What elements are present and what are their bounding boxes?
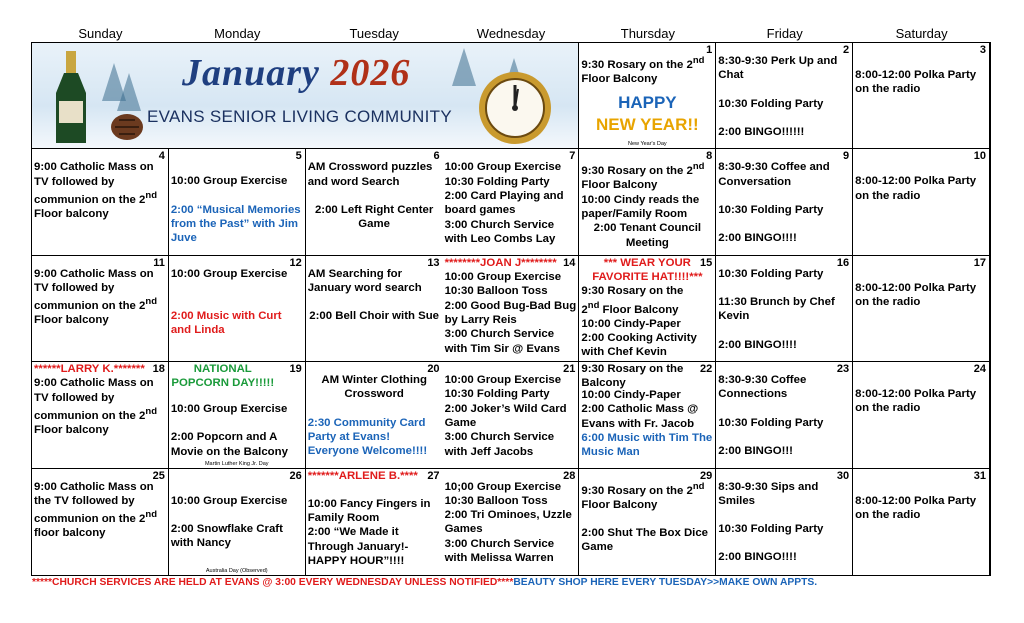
- day-cell-28: [443, 469, 580, 575]
- birthday-label: *******ARLENE B.****: [307, 469, 418, 482]
- popcorn-day-note: NATIONAL POPCORN DAY!!!!!: [171, 363, 275, 390]
- day-number: 21: [563, 363, 576, 376]
- day-number: 17: [973, 256, 986, 269]
- day-cell-19: [169, 362, 306, 468]
- event-text: AM Winter Clothing Crossword: [321, 374, 427, 401]
- day-cell-8: 8 9:30 Rosary on the 2nd Floor Balcony 10:00 Cindy reads the paper/Family Room 2:00 Tenant Council Meeting: [579, 149, 716, 255]
- event-text: 2:00 BINGO!!!!: [718, 551, 797, 564]
- day-number: 9: [843, 150, 850, 163]
- event-text: 2:00 Joker’s Wild Card Game: [444, 402, 567, 430]
- event-text: 10:00 Cindy-Paper: [581, 389, 681, 402]
- event-text: 2:00 Snowflake Craft with Nancy: [170, 522, 283, 550]
- day-cell-5: [169, 149, 306, 255]
- event-text: 9:30 Rosary on the 2: [581, 165, 693, 178]
- event-text: 10:00 Fancy Fingers in Family Room: [307, 497, 431, 525]
- event-text: 3:00 Church Service with Tim Sir @ Evans: [444, 328, 560, 355]
- day-cell-25: 25 9:00 Catholic Mass on the TV followed by communion on the 2nd floor balcony: [32, 469, 169, 575]
- day-number: 23: [836, 363, 850, 376]
- event-text: 2:00 Music with Curt and Linda: [170, 310, 282, 337]
- event-text: 9:30 Rosary on the 2: [581, 58, 693, 71]
- day-cell-24: [853, 362, 990, 468]
- event-text: 9:00 Catholic Mass on the TV followed by communion on the 2: [34, 480, 154, 525]
- banner-subtitle: EVANS SENIOR LIVING COMMUNITY: [147, 107, 452, 126]
- event-text: 8:00-12:00 Polka Party on the radio: [855, 388, 977, 415]
- day-cell-30: [716, 469, 853, 575]
- event-text: 8:00-12:00 Polka Party on the radio: [855, 281, 977, 309]
- event-text: 9:30 Rosary on the Balcony: [581, 363, 684, 390]
- event-text: 3:00 Church Service with Jeff Jacobs: [444, 431, 555, 458]
- day-number: 30: [836, 469, 850, 482]
- month-banner: [32, 43, 579, 149]
- event-text: 2:00 Tri Ominoes, Uzzle Games: [444, 509, 572, 536]
- day-cell-13: [306, 256, 443, 362]
- event-text: 2:00 Shut The Box Dice Game: [581, 526, 709, 554]
- event-text: Floor balcony: [34, 314, 109, 327]
- day-number: 19: [289, 363, 302, 376]
- day-cell-14: [443, 256, 580, 362]
- day-cell-1: 1 9:30 Rosary on the 2nd Floor Balcony HAPPY NEW YEAR!! New Year's Day: [579, 43, 716, 149]
- day-cell-11: 11 9:00 Catholic Mass on TV followed by communion on the 2nd Floor balcony: [32, 256, 169, 362]
- day-cell-10: [853, 149, 990, 255]
- day-number: 5: [295, 150, 302, 163]
- event-text: 10:00 Cindy-Paper: [581, 317, 681, 330]
- calendar-grid: [31, 42, 991, 576]
- day-cell-23: [716, 362, 853, 468]
- event-text: 2:00 “Musical Memories from the Past” with Jim Juve: [170, 203, 301, 245]
- day-number: 12: [289, 256, 302, 269]
- event-text: 10:30 Balloon Toss: [444, 285, 548, 298]
- event-text: 2:00 Left Right Center Game: [314, 203, 434, 231]
- event-text: 9:00 Catholic Mass on TV followed by communion on the 2: [34, 377, 154, 422]
- event-text: 2:00 BINGO!!!!: [718, 232, 797, 245]
- day-cell-4: 4 9:00 Catholic Mass on TV followed by communion on the 2nd Floor balcony: [32, 149, 169, 255]
- event-text: 2:00 BINGO!!!: [718, 445, 793, 458]
- event-text: 8:30-9:30 Coffee Connections: [718, 374, 807, 401]
- event-text: 10:30 Folding Party: [444, 388, 550, 401]
- event-text: Floor Balcony: [581, 179, 658, 192]
- event-text: 8:00-12:00 Polka Party on the radio: [855, 494, 977, 521]
- event-text: 10;00 Group Exercise: [444, 480, 562, 493]
- event-text: Floor balcony: [34, 208, 109, 221]
- weekday-sunday: Sunday: [78, 26, 123, 41]
- event-text: 10:00 Group Exercise: [444, 271, 562, 284]
- weekday-thursday: Thursday: [620, 26, 675, 41]
- day-cell-31: [853, 469, 990, 575]
- happy-text: HAPPY: [618, 93, 677, 113]
- clock-icon: [476, 69, 554, 147]
- day-cell-15: 15 *** WEAR YOUR FAVORITE HAT!!!!*** 9:30 Rosary on the 2nd Floor Balcony 10:00 Cindy-Paper 2:00 Cooking Activity with Chef Kevin: [579, 256, 716, 362]
- event-text: 2:00 “We Made it Through January!- HAPPY HOUR”!!!!: [307, 526, 409, 568]
- event-text: 8:30-9:30 Sips and Smiles: [718, 480, 819, 507]
- event-text: 10:00 Cindy reads the paper/Family Room: [581, 193, 700, 221]
- birthday-label: ******LARRY K.*******: [34, 363, 145, 376]
- event-text: 11:30 Brunch by Chef Kevin: [718, 296, 835, 323]
- event-text: 2:00 Tenant Council Meeting: [593, 222, 702, 249]
- day-number: 10: [973, 150, 986, 163]
- day-cell-21: [443, 362, 580, 468]
- event-text: floor balcony: [34, 527, 106, 540]
- day-cell-16: [716, 256, 853, 362]
- event-text: 10:30 Folding Party: [718, 523, 824, 536]
- event-text: 9:30 Rosary on the: [581, 285, 684, 298]
- day-cell-27: [306, 469, 443, 575]
- day-number: 14: [563, 256, 576, 269]
- event-text: 10:00 Group Exercise: [444, 161, 562, 174]
- day-cell-17: [853, 256, 990, 362]
- event-text: AM Crossword puzzles and word Search: [307, 161, 433, 188]
- day-cell-7: [443, 149, 580, 255]
- day-number: 8: [706, 150, 713, 163]
- day-cell-20: [306, 362, 443, 468]
- event-text: 3:00 Church Service with Melissa Warren: [444, 537, 555, 565]
- pinecone-icon: [107, 105, 147, 145]
- event-text: Floor Balcony: [581, 73, 658, 86]
- champagne-bottle-icon: [50, 49, 92, 145]
- day-cell-2: [716, 43, 853, 149]
- day-cell-6: [306, 149, 443, 255]
- event-text: 2:30 Community Card Party at Evans! Everyone Welcome!!!!: [307, 416, 428, 458]
- event-text: Floor balcony: [34, 424, 109, 437]
- event-text: 2:00 Cooking Activity with Chef Kevin: [581, 332, 697, 359]
- day-number: 27: [427, 469, 440, 482]
- event-text: 2:00 BINGO!!!!: [718, 338, 797, 351]
- day-cell-18: 18 ******LARRY K.******* 9:00 Catholic Mass on TV followed by communion on the 2nd Floor balcony: [32, 362, 169, 468]
- event-text: 10:30 Folding Party: [718, 203, 824, 216]
- day-cell-29: 29 9:30 Rosary on the 2nd Floor Balcony 2:00 Shut The Box Dice Game: [579, 469, 716, 575]
- weekday-header: [32, 26, 990, 42]
- day-number: 2: [843, 44, 850, 56]
- day-number: 31: [973, 469, 986, 482]
- event-text: 9:00 Catholic Mass on TV followed by communion on the 2: [34, 161, 154, 206]
- event-text: 2:00 Card Playing and board games: [444, 189, 564, 217]
- day-number: 20: [427, 363, 440, 376]
- event-text: 10:00 Group Exercise: [170, 494, 288, 507]
- event-text: 2:00 Popcorn and A Movie on the Balcony: [170, 431, 288, 458]
- banner-month: January: [182, 52, 320, 94]
- day-cell-12: [169, 256, 306, 362]
- holiday-label: Martin Luther King Jr. Day: [204, 460, 269, 467]
- event-text: 10:30 Folding Party: [718, 416, 824, 429]
- footer-note: [32, 577, 817, 588]
- event-text: 8:00-12:00 Polka Party on the radio: [855, 175, 977, 202]
- day-number: 3: [979, 44, 986, 56]
- day-number: 24: [973, 363, 986, 376]
- event-text: Floor Balcony: [581, 498, 658, 511]
- day-number: 11: [153, 256, 165, 269]
- day-number: 22: [700, 363, 713, 376]
- weekday-wednesday: Wednesday: [476, 26, 546, 41]
- event-text: Floor Balcony: [599, 303, 679, 316]
- weekday-saturday: Saturday: [895, 26, 948, 41]
- day-number: 29: [700, 469, 713, 482]
- birthday-label: ********JOAN J********: [444, 256, 557, 269]
- event-text: 2:00 BINGO!!!!!!: [718, 125, 805, 138]
- weekday-monday: Monday: [214, 26, 261, 41]
- event-text: 9:30 Rosary on the 2: [581, 484, 693, 497]
- day-number: 18: [152, 363, 165, 376]
- hat-day-note: *** WEAR YOUR FAVORITE HAT!!!!***: [592, 256, 703, 284]
- new-year-text: NEW YEAR!!: [596, 115, 699, 135]
- event-text: 10:30 Folding Party: [718, 97, 824, 110]
- event-text: 10:00 Group Exercise: [170, 403, 288, 416]
- banner-title: [182, 51, 410, 95]
- day-cell-3: [853, 43, 990, 149]
- day-cell-26: [169, 469, 306, 575]
- church-services-note: *****CHURCH SERVICES ARE HELD AT EVANS @ 3:00 EVERY WEDNESDAY UNLESS NOTIFIED****: [32, 577, 514, 588]
- day-number: 7: [569, 150, 576, 163]
- day-number: 15: [700, 256, 713, 269]
- event-text: 10:00 Group Exercise: [444, 374, 562, 387]
- event-text: 9:00 Catholic Mass on TV followed by communion on the 2: [34, 267, 154, 313]
- day-number: 6: [433, 150, 440, 163]
- event-text: 10:30 Balloon Toss: [444, 494, 548, 507]
- beauty-shop-note: BEAUTY SHOP HERE EVERY TUESDAY>>MAKE OWN APPTS.: [513, 577, 818, 588]
- event-text: 8:00-12:00 Polka Party on the radio: [855, 69, 977, 96]
- weekday-friday: Friday: [766, 26, 803, 41]
- event-text: 2:00 Good Bug-Bad Bug by Larry Reis: [444, 299, 577, 326]
- event-text: 2:00 Bell Choir with Sue: [309, 310, 440, 323]
- day-number: 25: [152, 469, 165, 482]
- event-text: 3:00 Church Service with Leo Combs Lay: [444, 218, 556, 245]
- banner-year: 2026: [330, 52, 411, 94]
- event-text: AM Searching for January word search: [307, 267, 422, 295]
- event-text: 10:00 Group Exercise: [170, 267, 288, 280]
- event-text: 8:30-9:30 Perk Up and Chat: [718, 55, 838, 82]
- day-number: 4: [158, 150, 165, 163]
- day-number: 26: [289, 469, 302, 482]
- weekday-tuesday: Tuesday: [349, 26, 399, 41]
- day-number: 16: [836, 256, 850, 269]
- event-text: 8:30-9:30 Coffee and Conversation: [718, 161, 830, 188]
- day-number: 28: [563, 469, 576, 482]
- event-text: 10:00 Group Exercise: [170, 175, 288, 188]
- day-cell-22: [579, 362, 716, 468]
- holiday-label: New Year's Day: [628, 141, 667, 148]
- day-number: 13: [427, 256, 440, 269]
- day-number: 1: [706, 44, 713, 56]
- day-cell-9: [716, 149, 853, 255]
- event-text: 6:00 Music with Tim The Music Man: [581, 432, 713, 459]
- event-text: 2:00 Catholic Mass @ Evans with Fr. Jacob: [581, 403, 699, 430]
- event-text: 10:30 Folding Party: [718, 267, 824, 280]
- holiday-label: Australia Day (Observed): [205, 568, 268, 574]
- event-text: 10:30 Folding Party: [444, 175, 550, 188]
